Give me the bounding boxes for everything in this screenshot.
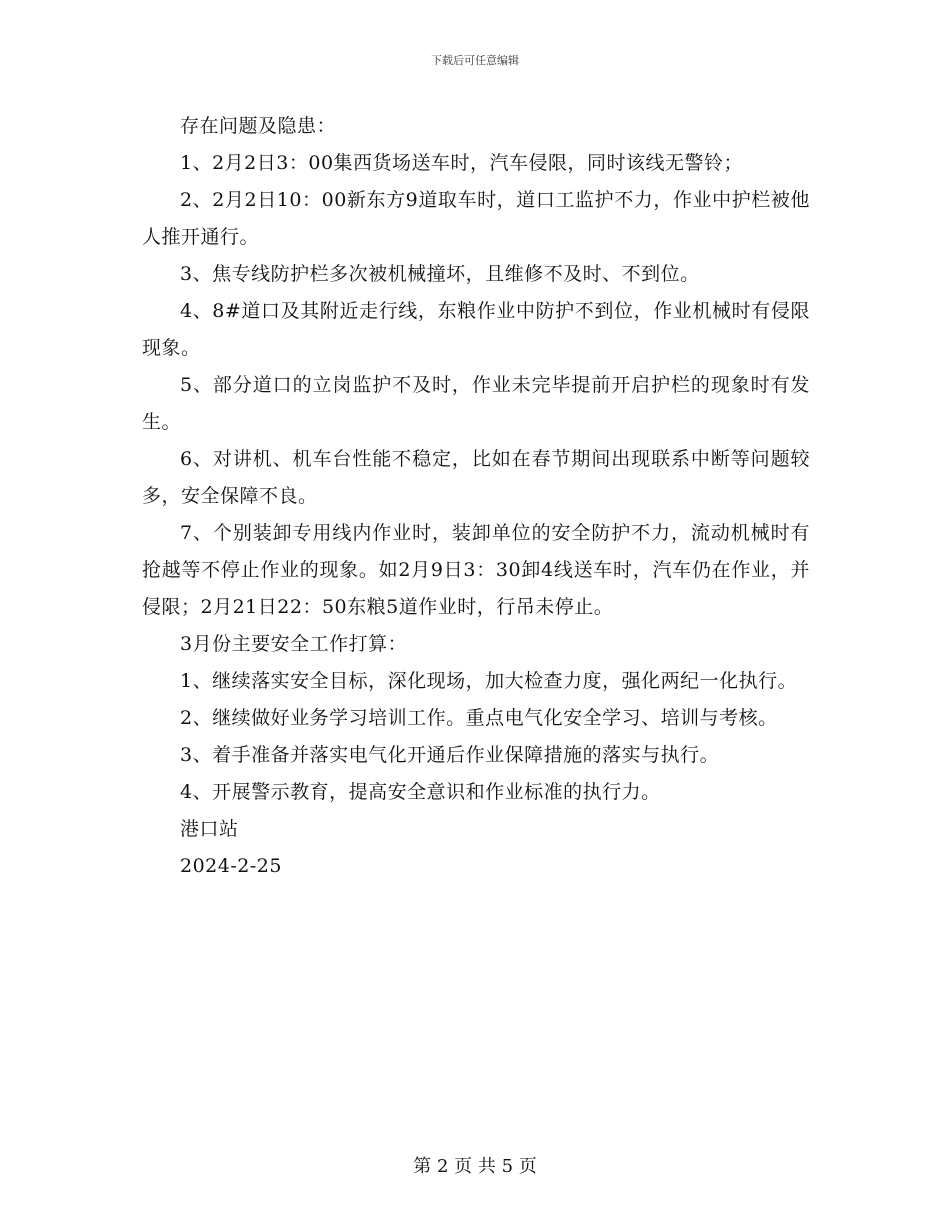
signature-date: 2024-2-25: [180, 855, 282, 877]
plan-item-2: 2、继续做好业务学习培训工作。重点电气化安全学习、培训与考核。: [180, 707, 778, 729]
issue-item-4: 4、8#道口及其附近走行线，东粮作业中防护不到位，作业机械时有侵限现象。: [142, 300, 810, 359]
section-heading-issues: 存在问题及隐患：: [180, 115, 337, 137]
plan-item-1: 1、继续落实安全目标，深化现场，加大检查力度，强化两纪一化执行。: [180, 670, 798, 692]
page-number-footer: 第 2 页 共 5 页: [413, 1156, 537, 1177]
section-heading-plan: 3月份主要安全工作打算：: [180, 633, 408, 655]
issue-item-6: 6、对讲机、机车台性能不稳定，比如在春节期间出现联系中断等问题较多，安全保障不良。: [142, 448, 810, 507]
signature-station: 港口站: [180, 818, 239, 840]
issue-item-5: 5、部分道口的立岗监护不及时，作业未完毕提前开启护栏的现象时有发生。: [142, 374, 810, 433]
document-body: [142, 108, 810, 885]
plan-item-3: 3、着手准备并落实电气化开通后作业保障措施的落实与执行。: [180, 744, 720, 766]
issue-item-1: 1、2月2日3：00集西货场送车时，汽车侵限，同时该线无警铃；: [180, 152, 744, 174]
issue-item-7: 7、个别装卸专用线内作业时，装卸单位的安全防护不力，流动机械时有抢越等不停止作业的现象。如2月9日3：30卸4线送车时，汽车仍在作业，并侵限；2月21日22：50东粮5道作业时，行吊未停止。: [142, 522, 810, 618]
header-note: 下载后可任意编辑: [431, 54, 519, 67]
issue-item-3: 3、焦专线防护栏多次被机械撞坏，且维修不及时、不到位。: [180, 263, 700, 285]
issue-item-2: 2、2月2日10：00新东方9道取车时，道口工监护不力，作业中护栏被他人推开通行。: [142, 189, 810, 248]
plan-item-4: 4、开展警示教育，提高安全意识和作业标准的执行力。: [180, 781, 661, 803]
